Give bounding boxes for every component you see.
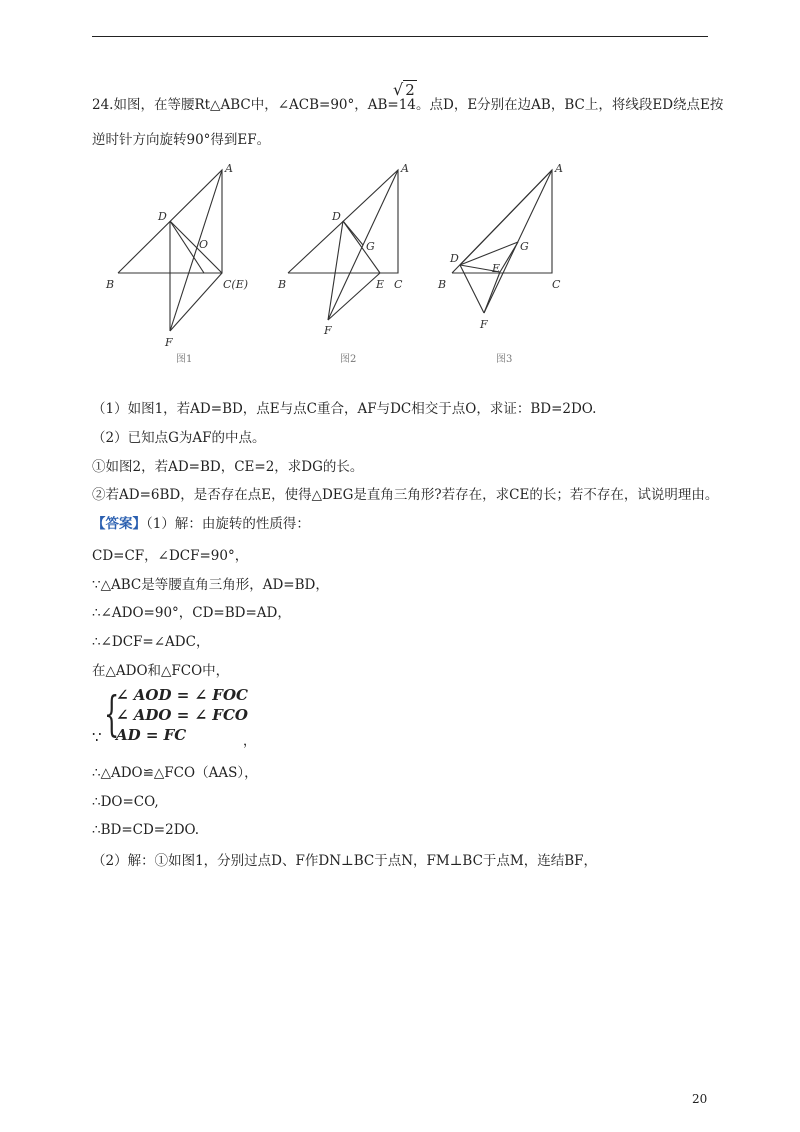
- fig2-label-a: A: [401, 162, 409, 175]
- fig2-label-e: E: [376, 278, 385, 291]
- system-eq-1: ∠ AOD = ∠ FOC: [116, 686, 248, 704]
- answer-line-8: ∴BD=CD=2DO.: [92, 822, 200, 838]
- answer-line-9: （2）解：①如图1，分别过点D、F作DN⊥BC于点N，FM⊥BC于点M，连结BF，: [92, 853, 598, 869]
- fig1-label-b: B: [106, 278, 115, 291]
- figure-3: [430, 160, 580, 370]
- answer-line-2: ∵△ABC是等腰直角三角形，AD=BD，: [92, 577, 329, 593]
- sqrt-expression: √ 2: [393, 80, 415, 99]
- fig1-caption: 图1: [176, 354, 193, 365]
- brace-icon: {: [104, 686, 120, 742]
- fig3-caption: 图3: [496, 354, 513, 365]
- answer-line-7: ∴DO=CO,: [92, 794, 159, 810]
- question-2a: ①如图2，若AD=BD，CE=2，求DG的长。: [92, 459, 364, 475]
- fig3-label-c: C: [552, 278, 561, 291]
- problem-line2: 逆时针方向旋转90°得到EF。: [92, 132, 271, 148]
- fig3-label-f: F: [480, 318, 488, 331]
- equation-system: [92, 686, 292, 746]
- answer-line-3: ∴∠ADO=90°，CD=BD=AD，: [92, 605, 291, 621]
- system-eq-2: ∠ ADO = ∠ FCO: [116, 706, 248, 724]
- answer-intro: （1）解：由旋转的性质得：: [146, 516, 310, 532]
- question-1: （1）如图1，若AD=BD，点E与点C重合，AF与DC相交于点O，求证：BD=2DO.: [92, 401, 597, 417]
- fig2-caption: 图2: [340, 354, 357, 365]
- fig1-label-f: F: [165, 336, 173, 349]
- fig1-label-d: D: [158, 210, 167, 223]
- fig3-label-g: G: [520, 240, 529, 253]
- answer-tag: 【答案】: [92, 516, 146, 532]
- fig2-label-g: G: [366, 240, 375, 253]
- fig2-label-f: F: [324, 324, 332, 337]
- fig3-label-b: B: [438, 278, 447, 291]
- figure-1: [100, 160, 280, 370]
- fig3-label-a: A: [555, 162, 563, 175]
- fig1-label-c: C(E): [223, 278, 249, 291]
- fig3-label-d: D: [450, 252, 459, 265]
- figure-2: [276, 160, 426, 370]
- fig1-label-o: O: [199, 238, 209, 251]
- answer-intro-line: [92, 515, 310, 533]
- header-rule: [92, 36, 708, 37]
- sqrt-radicand: 2: [405, 81, 415, 99]
- fig2-label-d: D: [332, 210, 341, 223]
- fig2-label-b: B: [278, 278, 287, 291]
- answer-line-4: ∴∠DCF=∠ADC，: [92, 634, 210, 650]
- system-eq-3: AD = FC: [116, 726, 187, 744]
- question-2: （2）已知点G为AF的中点。: [92, 430, 266, 446]
- system-comma: ，: [243, 734, 257, 749]
- because-symbol: ∵: [92, 728, 102, 746]
- answer-line-1: CD=CF，∠DCF=90°，: [92, 548, 249, 564]
- answer-line-5: 在△ADO和△FCO中，: [92, 663, 230, 679]
- answer-line-6: ∴△ADO≌△FCO（AAS），: [92, 765, 258, 781]
- fig2-label-c: C: [394, 278, 403, 291]
- fig3-label-e: E: [492, 262, 501, 275]
- problem-line1-pre: 24.如图，在等腰Rt△ABC中，∠ACB=90°，AB=14: [92, 97, 416, 113]
- problem-line1-post: 。点D，E分别在边AB，BC上，将线段ED绕点E按: [416, 97, 724, 113]
- fig1-label-a: A: [225, 162, 233, 175]
- page-number: 20: [692, 1092, 708, 1106]
- question-2b: ②若AD=6BD，是否存在点E，使得△DEG是直角三角形?若存在，求CE的长；若不存在，试说明理由。: [92, 487, 719, 503]
